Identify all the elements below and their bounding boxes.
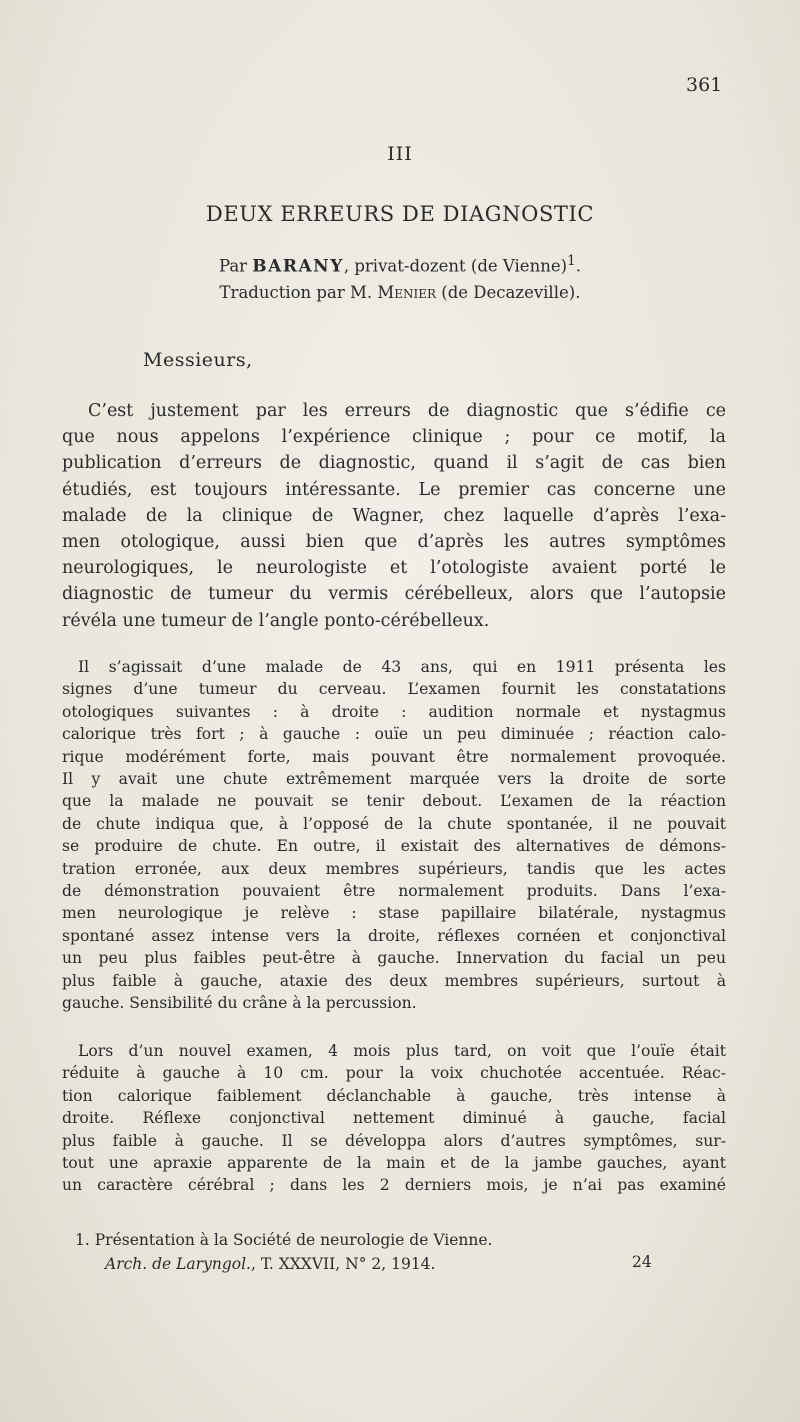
text-line: calorique très fort ; à gauche : ouïe un peu diminuée ; réaction calo- bbox=[62, 725, 726, 744]
text-line: plus faible à gauche, ataxie des deux membres supérieurs, surtout à bbox=[62, 971, 726, 990]
author-affiliation: , privat-dozent (de Vienne) bbox=[343, 256, 568, 276]
text-line: Lors d’un nouvel examen, 4 mois plus tard, on voit que l’ouïe était bbox=[78, 1042, 726, 1060]
footnote-line bbox=[75, 1228, 655, 1252]
text-line: de démonstration pouvaient être normalement produits. Dans l’exa- bbox=[62, 882, 726, 901]
text-line: Il y avait une chute extrêmement marquée vers la droite de sorte bbox=[62, 770, 726, 789]
page-number: 361 bbox=[686, 74, 723, 96]
byline-prefix: Par bbox=[218, 256, 248, 276]
byline bbox=[0, 253, 800, 277]
text-line: men otologique, aussi bien que d’après les autres symptômes bbox=[62, 532, 726, 553]
byline-end: . bbox=[575, 256, 582, 276]
text-line: étudiés, est toujours intéressante. Le premier cas concerne une bbox=[62, 479, 726, 500]
text-line: men neurologique je relève : stase papillaire bilatérale, nystagmus bbox=[62, 904, 726, 923]
journal-name: Arch. de Laryngol. bbox=[105, 1255, 251, 1273]
text-line: publication d’erreurs de diagnostic, quand il s’agit de cas bien bbox=[62, 453, 726, 474]
paragraph-3 bbox=[62, 1040, 726, 1197]
text-line: droite. Réflexe conjonctival nettement diminué à gauche, facial bbox=[62, 1109, 726, 1128]
text-line: neurologiques, le neurologiste et l’otologiste avaient porté le bbox=[62, 558, 726, 579]
text-line: C’est justement par les erreurs de diagnostic que s’édifie ce bbox=[88, 401, 726, 421]
text-line: signes d’une tumeur du cerveau. L’examen fournit les constatations bbox=[62, 680, 726, 699]
text-line: plus faible à gauche. Il se développa alors d’autres symptômes, sur- bbox=[62, 1131, 726, 1150]
footnote-mark: 1 bbox=[567, 253, 576, 269]
text-line: tout une apraxie apparente de la main et de la jambe gauches, ayant bbox=[62, 1154, 726, 1173]
translation-credit bbox=[0, 283, 800, 302]
text-line: réduite à gauche à 10 cm. pour la voix chuchotée accentuée. Réac- bbox=[62, 1064, 726, 1083]
text-line: que la malade ne pouvait se tenir debout. L’examen de la réaction bbox=[62, 792, 726, 811]
text-line: gauche. Sensibilité du crâne à la percussion. bbox=[62, 994, 417, 1013]
translator-place: (de Decazeville). bbox=[441, 283, 581, 302]
text-line: révéla une tumeur de l’angle ponto-cérébelleux. bbox=[62, 610, 490, 631]
footnote-number: 1. bbox=[75, 1231, 90, 1249]
text-line: un peu plus faibles peut-être à gauche. Innervation du facial un peu bbox=[62, 949, 726, 968]
text-line: otologiques suivantes : à droite : audition normale et nystagmus bbox=[62, 702, 726, 721]
signature-mark: 24 bbox=[632, 1253, 652, 1271]
article-title: DEUX ERREURS DE DIAGNOSTIC bbox=[205, 202, 595, 226]
text-line: spontané assez intense vers la droite, réflexes cornéen et conjonctival bbox=[62, 926, 726, 945]
text-line: diagnostic de tumeur du vermis cérébelleux, alors que l’autopsie bbox=[62, 584, 726, 605]
paragraph-2 bbox=[62, 656, 726, 1015]
footnote-text: Présentation à la Société de neurologie de Vienne. bbox=[94, 1231, 493, 1249]
text-line: rique modérément forte, mais pouvant être normalement provoquée. bbox=[62, 747, 726, 766]
section-number: III bbox=[387, 143, 413, 165]
salutation: Messieurs, bbox=[143, 349, 253, 371]
author-name: BARANY bbox=[252, 256, 344, 277]
text-line: tion calorique faiblement déclanchable à gauche, très intense à bbox=[62, 1086, 726, 1105]
text-line: malade de la clinique de Wagner, chez laquelle d’après l’exa- bbox=[62, 505, 726, 526]
journal-volume: , T. XXXVII, N° 2, 1914. bbox=[250, 1255, 436, 1273]
text-line: se produire de chute. En outre, il existait des alternatives de démons- bbox=[62, 837, 726, 856]
footnote bbox=[75, 1228, 655, 1276]
text-line: Il s’agissait d’une malade de 43 ans, qui en 1911 présenta les bbox=[78, 658, 726, 676]
journal-reference bbox=[75, 1252, 655, 1276]
paragraph-1 bbox=[62, 398, 726, 634]
translator-name: Menier bbox=[377, 283, 437, 302]
text-line: que nous appelons l’expérience clinique ; pour ce motif, la bbox=[62, 427, 726, 448]
translation-prefix: Traduction par M. bbox=[219, 283, 373, 302]
text-line: un caractère cérébral ; dans les 2 derniers mois, je n’ai pas examiné bbox=[62, 1176, 726, 1195]
text-line: tration erronée, aux deux membres supérieurs, tandis que les actes bbox=[62, 859, 726, 878]
text-line: de chute indiqua que, à l’opposé de la chute spontanée, il ne pouvait bbox=[62, 814, 726, 833]
